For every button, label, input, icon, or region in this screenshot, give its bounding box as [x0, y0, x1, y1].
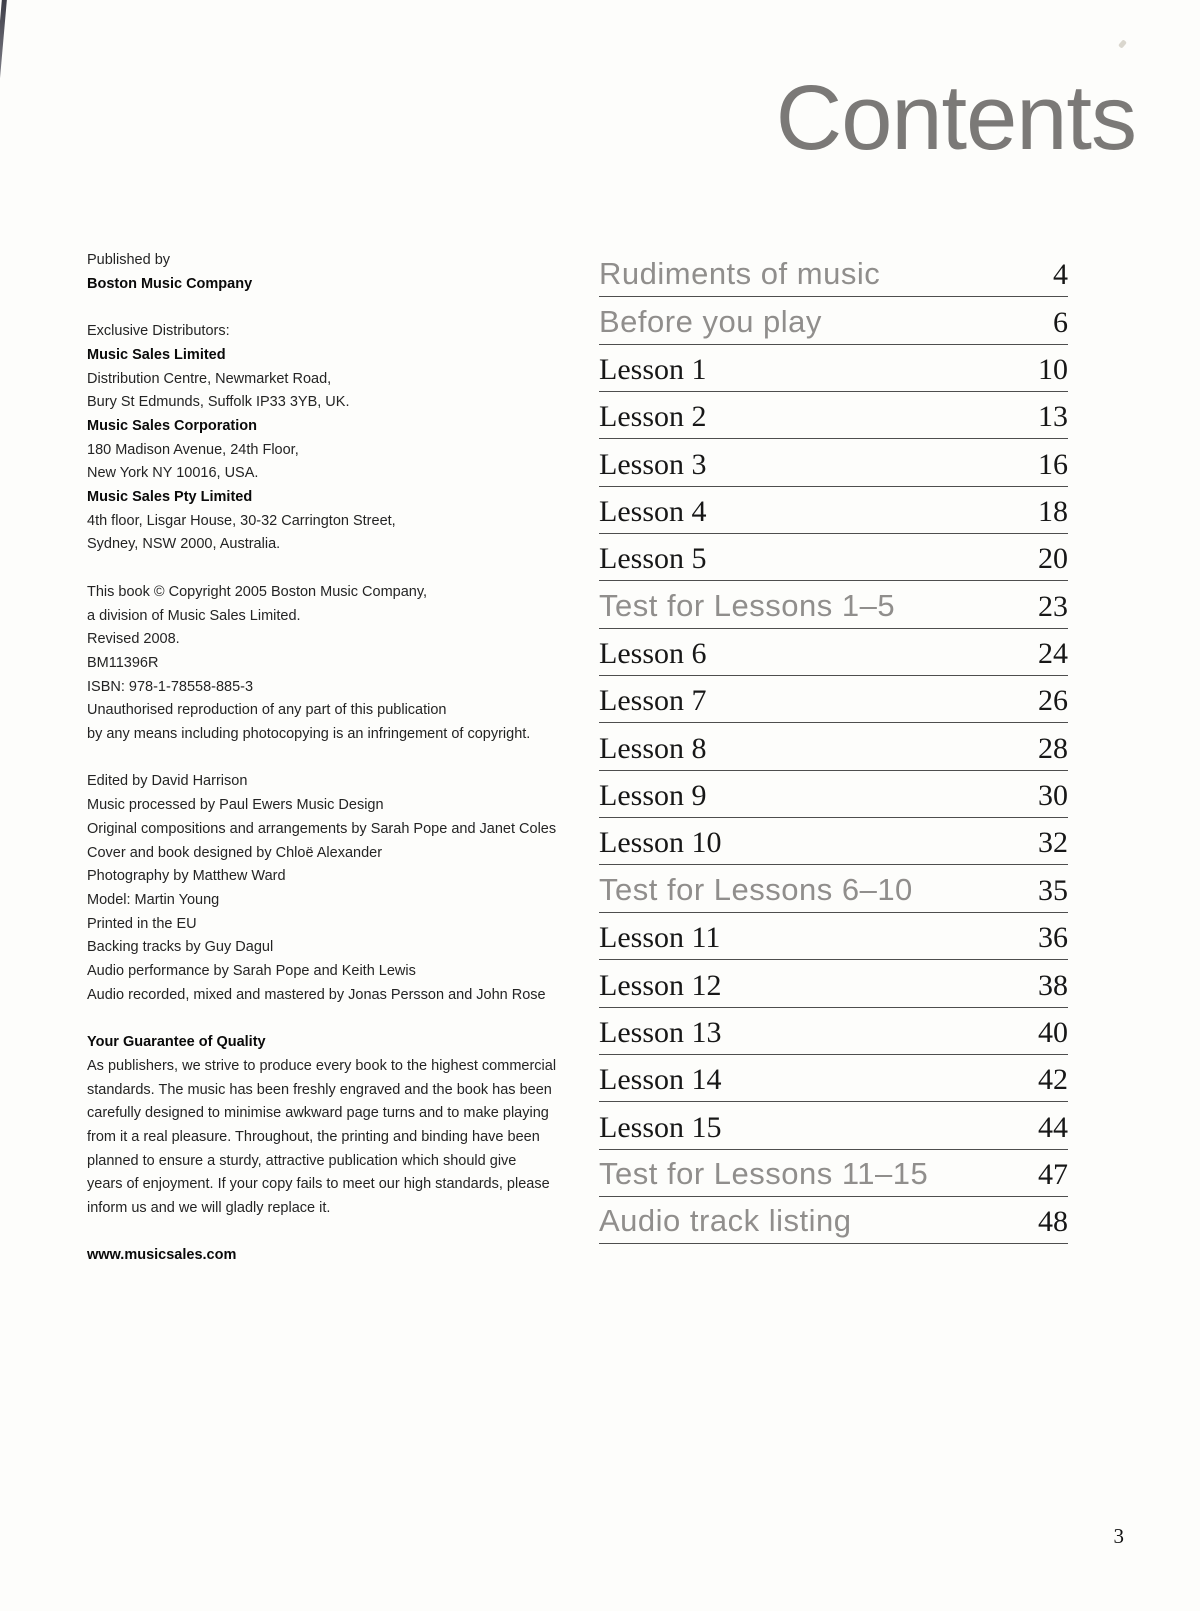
- scan-artifact-corner-mark: [0, 0, 8, 96]
- toc-row: [599, 487, 1068, 534]
- page-number: 3: [1113, 1524, 1124, 1548]
- toc-entry-label: Test for Lessons 6–10: [599, 871, 913, 907]
- spacer: [87, 296, 592, 320]
- guarantee-line: planned to ensure a sturdy, attractive publication which should give: [87, 1152, 517, 1169]
- copyright-line: ISBN: 978-1-78558-885-3: [87, 678, 254, 695]
- toc-entry-page: 16: [1038, 447, 1068, 481]
- toc-entry-label: Lesson 4: [599, 495, 707, 529]
- credit-line: Edited by David Harrison: [87, 773, 248, 790]
- table-of-contents: [599, 250, 1068, 1244]
- spacer: [87, 747, 592, 771]
- spacer: [87, 1221, 592, 1245]
- publisher-website: www.musicsales.com: [87, 1247, 237, 1264]
- toc-entry-page: 13: [1038, 400, 1068, 434]
- toc-entry-label: Audio track listing: [599, 1203, 852, 1239]
- toc-entry-page: 28: [1038, 731, 1068, 765]
- credit-line: Cover and book designed by Chloë Alexander: [87, 844, 383, 861]
- credit-line: Music processed by Paul Ewers Music Design: [87, 797, 384, 814]
- distributor-address-line: New York NY 10016, USA.: [87, 465, 259, 482]
- toc-entry-label: Lesson 2: [599, 400, 707, 434]
- scan-artifact-speck: [1118, 39, 1127, 48]
- toc-entry-page: 44: [1038, 1110, 1068, 1144]
- credit-line: Audio recorded, mixed and mastered by Jonas Persson and John Rose: [87, 986, 546, 1003]
- toc-entry-page: 20: [1038, 542, 1068, 576]
- toc-row: [599, 960, 1068, 1007]
- toc-row: [599, 629, 1068, 676]
- toc-entry-page: 38: [1038, 968, 1068, 1002]
- toc-row: [599, 1150, 1068, 1197]
- guarantee-line: years of enjoyment. If your copy fails to meet our high standards, please: [87, 1176, 550, 1193]
- toc-entry-label: Lesson 11: [599, 921, 721, 955]
- toc-entry-page: 35: [1038, 873, 1068, 907]
- guarantee-line: inform us and we will gladly replace it.: [87, 1200, 331, 1217]
- copyright-line: This book © Copyright 2005 Boston Music Company,: [87, 583, 428, 600]
- distributor-name: Music Sales Pty Limited: [87, 489, 253, 506]
- toc-row: [599, 865, 1068, 912]
- distributor-name: Music Sales Limited: [87, 346, 226, 363]
- distributor-name: Music Sales Corporation: [87, 417, 258, 434]
- publisher-name: Boston Music Company: [87, 275, 253, 292]
- toc-row: [599, 297, 1068, 344]
- copyright-line: Unauthorised reproduction of any part of this publication: [87, 702, 447, 719]
- toc-row: [599, 1008, 1068, 1055]
- toc-entry-label: Lesson 10: [599, 826, 722, 860]
- toc-row: [599, 1055, 1068, 1102]
- toc-row: [599, 250, 1068, 297]
- toc-entry-page: 18: [1038, 495, 1068, 529]
- spacer: [87, 1007, 592, 1031]
- toc-entry-page: 6: [1053, 305, 1068, 339]
- toc-row: [599, 723, 1068, 770]
- toc-entry-page: 47: [1038, 1157, 1068, 1191]
- toc-row: [599, 771, 1068, 818]
- guarantee-heading: Your Guarantee of Quality: [87, 1034, 266, 1051]
- toc-entry-page: 4: [1053, 258, 1068, 292]
- toc-row: [599, 676, 1068, 723]
- toc-entry-label: Lesson 3: [599, 447, 707, 481]
- distributor-address-line: 180 Madison Avenue, 24th Floor,: [87, 441, 299, 458]
- credit-line: Printed in the EU: [87, 915, 197, 932]
- published-by-label: Published by: [87, 252, 171, 268]
- toc-entry-page: 26: [1038, 684, 1068, 718]
- toc-entry-label: Lesson 8: [599, 731, 707, 765]
- page-title: Contents: [775, 67, 1136, 169]
- toc-entry-label: Rudiments of music: [599, 256, 881, 292]
- credit-line: Original compositions and arrangements by Sarah Pope and Janet Coles: [87, 820, 557, 837]
- toc-entry-label: Test for Lessons 1–5: [599, 587, 896, 623]
- toc-row: [599, 581, 1068, 628]
- toc-entry-label: Lesson 1: [599, 353, 707, 387]
- copyright-line: by any means including photocopying is an infringement of copyright.: [87, 726, 531, 743]
- guarantee-line: standards. The music has been freshly engraved and the book has been: [87, 1081, 552, 1098]
- toc-entry-page: 30: [1038, 779, 1068, 813]
- toc-row: [599, 392, 1068, 439]
- toc-entry-label: Lesson 7: [599, 684, 707, 718]
- toc-entry-page: 24: [1038, 637, 1068, 671]
- publisher-info-column: [87, 249, 592, 1268]
- toc-entry-page: 48: [1038, 1205, 1068, 1239]
- toc-entry-label: Lesson 5: [599, 542, 707, 576]
- distributor-address-line: Bury St Edmunds, Suffolk IP33 3YB, UK.: [87, 394, 350, 411]
- toc-entry-page: 36: [1038, 921, 1068, 955]
- distributor-address-line: Distribution Centre, Newmarket Road,: [87, 370, 332, 387]
- toc-row: [599, 818, 1068, 865]
- guarantee-line: carefully designed to minimise awkward page turns and to make playing: [87, 1105, 549, 1122]
- toc-entry-page: 10: [1038, 353, 1068, 387]
- toc-entry-label: Lesson 9: [599, 779, 707, 813]
- toc-entry-label: Lesson 13: [599, 1015, 722, 1049]
- credit-line: Audio performance by Sarah Pope and Keith Lewis: [87, 963, 416, 980]
- distributor-address-line: Sydney, NSW 2000, Australia.: [87, 536, 281, 553]
- credit-line: Model: Martin Young: [87, 891, 220, 908]
- distributor-address-line: 4th floor, Lisgar House, 30-32 Carrington Street,: [87, 512, 396, 529]
- toc-entry-label: Lesson 14: [599, 1063, 722, 1097]
- toc-entry-label: Lesson 15: [599, 1110, 722, 1144]
- toc-row: [599, 534, 1068, 581]
- toc-entry-label: Lesson 12: [599, 968, 722, 1002]
- toc-entry-label: Before you play: [599, 303, 822, 339]
- spacer: [87, 557, 592, 581]
- credit-line: Photography by Matthew Ward: [87, 868, 286, 885]
- distributors-label: Exclusive Distributors:: [87, 323, 230, 340]
- copyright-line: BM11396R: [87, 654, 159, 671]
- credit-line: Backing tracks by Guy Dagul: [87, 939, 274, 956]
- toc-row: [599, 439, 1068, 486]
- copyright-line: a division of Music Sales Limited.: [87, 607, 301, 624]
- toc-row: [599, 1102, 1068, 1149]
- toc-row: [599, 1197, 1068, 1244]
- toc-entry-label: Test for Lessons 11–15: [599, 1155, 929, 1191]
- guarantee-line: from it a real pleasure. Throughout, the printing and binding have been: [87, 1128, 540, 1145]
- toc-row: [599, 913, 1068, 960]
- toc-entry-page: 40: [1038, 1015, 1068, 1049]
- toc-entry-page: 32: [1038, 826, 1068, 860]
- guarantee-line: As publishers, we strive to produce every book to the highest commercial: [87, 1057, 557, 1074]
- toc-entry-label: Lesson 6: [599, 637, 707, 671]
- toc-entry-page: 23: [1038, 589, 1068, 623]
- copyright-line: Revised 2008.: [87, 631, 180, 648]
- toc-entry-page: 42: [1038, 1063, 1068, 1097]
- toc-row: [599, 345, 1068, 392]
